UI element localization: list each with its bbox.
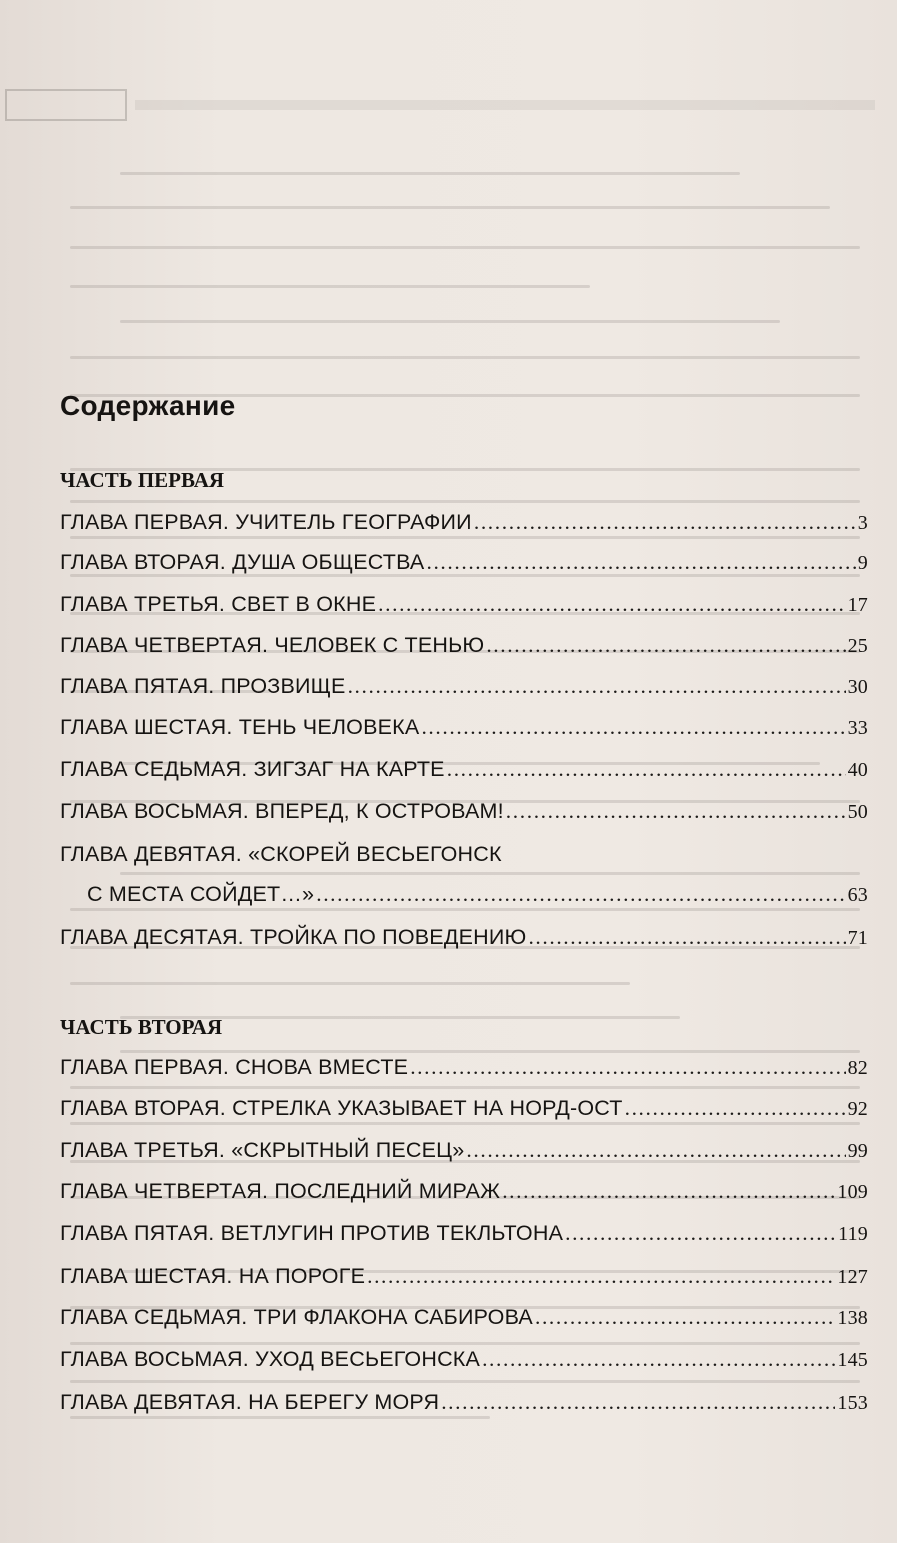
leader-dots	[316, 882, 845, 907]
leader-dots	[482, 1347, 835, 1372]
entry-page-number: 17	[847, 594, 868, 616]
toc-entry[interactable]	[60, 592, 868, 632]
toc-entry[interactable]	[60, 633, 868, 673]
entry-page-number: 138	[837, 1307, 868, 1329]
entry-title: ГЛАВА ВТОРАЯ. ДУША ОБЩЕСТВА	[60, 550, 425, 574]
entry-title: ГЛАВА ПЯТАЯ. ВЕТЛУГИН ПРОТИВ ТЕКЛЬТОНА	[60, 1221, 564, 1245]
entry-page-number: 9	[857, 552, 868, 574]
toc-entry[interactable]	[60, 1390, 868, 1430]
show-through-header	[0, 86, 897, 126]
toc-entry[interactable]	[60, 550, 868, 590]
toc-entry[interactable]	[60, 925, 868, 965]
toc-entry[interactable]	[60, 1138, 868, 1178]
entry-page-number: 50	[847, 801, 868, 823]
entry-title: ГЛАВА СЕДЬМАЯ. ТРИ ФЛАКОНА САБИРОВА	[60, 1305, 533, 1329]
entry-page-number: 25	[847, 635, 868, 657]
leader-dots	[625, 1096, 846, 1121]
toc-entry[interactable]	[87, 882, 868, 922]
toc-entry[interactable]	[60, 674, 868, 714]
entry-title: ГЛАВА ТРЕТЬЯ. «СКРЫТНЫЙ ПЕСЕЦ»	[60, 1138, 465, 1162]
leader-dots	[535, 1305, 835, 1330]
leader-dots	[421, 715, 845, 740]
leader-dots	[447, 757, 846, 782]
entry-title: ГЛАВА ПЯТАЯ. ПРОЗВИЩЕ	[60, 674, 346, 698]
entry-title: ГЛАВА ПЕРВАЯ. УЧИТЕЛЬ ГЕОГРАФИИ	[60, 510, 472, 534]
entry-title: ГЛАВА ВОСЬМАЯ. УХОД ВЕСЬЕГОНСКА	[60, 1347, 481, 1371]
entry-page-number: 109	[837, 1181, 868, 1203]
leader-dots	[486, 633, 845, 658]
leader-dots	[502, 1179, 835, 1204]
entry-page-number: 82	[847, 1057, 868, 1079]
toc-entry[interactable]	[60, 510, 868, 550]
entry-page-number: 99	[847, 1140, 868, 1162]
entry-title-line1[interactable]: ГЛАВА ДЕВЯТАЯ. «СКОРЕЙ ВЕСЬЕГОНСК	[60, 842, 502, 866]
leader-dots	[466, 1138, 845, 1163]
entry-title: ГЛАВА ДЕВЯТАЯ. НА БЕРЕГУ МОРЯ	[60, 1390, 440, 1414]
part-heading-1: ЧАСТЬ ПЕРВАЯ	[60, 468, 225, 492]
entry-page-number: 30	[847, 676, 868, 698]
toc-entry[interactable]	[60, 1264, 868, 1304]
entry-title: ГЛАВА ЧЕТВЕРТАЯ. ЧЕЛОВЕК С ТЕНЬЮ	[60, 633, 485, 657]
leader-dots	[441, 1390, 835, 1415]
toc-title: Содержание	[60, 390, 236, 421]
entry-page-number: 33	[847, 717, 868, 739]
entry-page-number: 153	[837, 1392, 868, 1414]
leader-dots	[506, 799, 846, 824]
entry-title: С МЕСТА СОЙДЕТ…»	[87, 882, 315, 906]
part-heading-2: ЧАСТЬ ВТОРАЯ	[60, 1015, 223, 1039]
entry-page-number: 40	[847, 759, 868, 781]
leader-dots	[528, 925, 845, 950]
toc-entry[interactable]	[60, 1055, 868, 1095]
entry-page-number: 3	[857, 512, 868, 534]
toc-entry[interactable]	[60, 1179, 868, 1219]
entry-title: ГЛАВА ТРЕТЬЯ. СВЕТ В ОКНЕ	[60, 592, 377, 616]
leader-dots	[565, 1221, 836, 1246]
leader-dots	[367, 1264, 835, 1289]
entry-page-number: 145	[837, 1349, 868, 1371]
entry-page-number: 71	[847, 927, 868, 949]
leader-dots	[410, 1055, 845, 1080]
toc-entry[interactable]	[60, 1347, 868, 1387]
entry-page-number: 119	[838, 1223, 868, 1245]
entry-title: ГЛАВА ДЕСЯТАЯ. ТРОЙКА ПО ПОВЕДЕНИЮ	[60, 925, 527, 949]
entry-page-number: 127	[837, 1266, 868, 1288]
toc-entry[interactable]	[60, 799, 868, 839]
leader-dots	[378, 592, 845, 617]
entry-page-number: 63	[847, 884, 868, 906]
entry-title: ГЛАВА ШЕСТАЯ. НА ПОРОГЕ	[60, 1264, 366, 1288]
leader-dots	[474, 510, 856, 535]
entry-title: ГЛАВА ВОСЬМАЯ. ВПЕРЕД, К ОСТРОВАМ!	[60, 799, 504, 823]
toc-entry[interactable]	[60, 1305, 868, 1345]
entry-title: ГЛАВА СЕДЬМАЯ. ЗИГЗАГ НА КАРТЕ	[60, 757, 445, 781]
toc-entry[interactable]	[60, 715, 868, 755]
entry-title: ГЛАВА ЧЕТВЕРТАЯ. ПОСЛЕДНИЙ МИРАЖ	[60, 1179, 501, 1203]
toc-entry[interactable]	[60, 1096, 868, 1136]
leader-dots	[426, 550, 855, 575]
entry-title: ГЛАВА ВТОРАЯ. СТРЕЛКА УКАЗЫВАЕТ НА НОРД-ОСТ	[60, 1096, 623, 1120]
entry-title: ГЛАВА ШЕСТАЯ. ТЕНЬ ЧЕЛОВЕКА	[60, 715, 420, 739]
entry-title: ГЛАВА ПЕРВАЯ. СНОВА ВМЕСТЕ	[60, 1055, 409, 1079]
toc-entry[interactable]	[60, 1221, 868, 1261]
entry-page-number: 92	[847, 1098, 868, 1120]
toc-entry[interactable]	[60, 757, 868, 797]
leader-dots	[348, 674, 846, 699]
